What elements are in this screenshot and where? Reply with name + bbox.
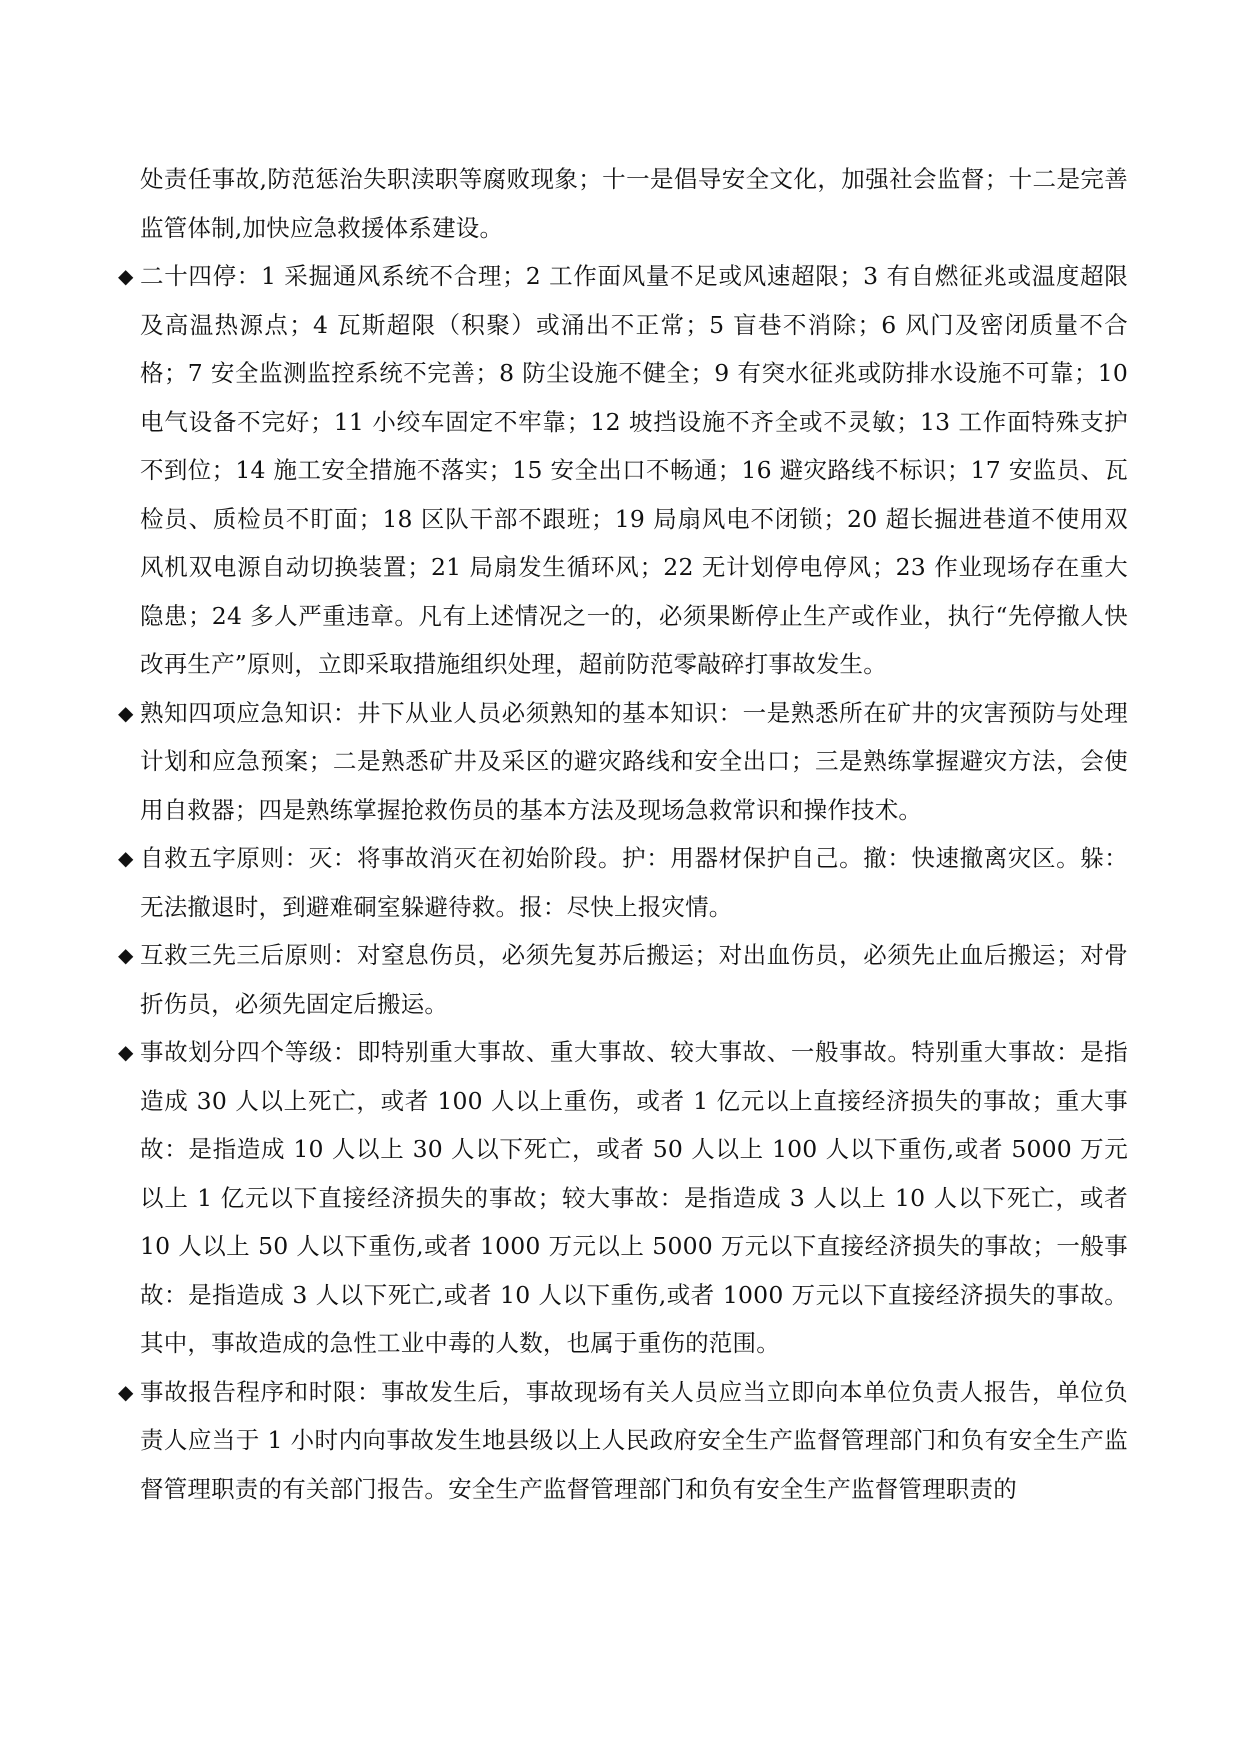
paragraph-text: 互救三先三后原则：对窒息伤员，必须先复苏后搬运；对出血伤员，必须先止血后搬运；对骨折伤员，必须先固定后搬运。 [140,941,1128,1018]
diamond-bullet-icon: ◆ [118,264,134,288]
paragraph-self-rescue [118,834,1128,931]
paragraph-twenty-four-stops [118,252,1128,689]
paragraph-mutual-rescue [118,931,1128,1028]
diamond-bullet-icon: ◆ [118,1040,134,1064]
paragraph-accident-reporting [118,1368,1128,1514]
diamond-bullet-icon: ◆ [118,846,134,870]
paragraph-text: 二十四停：1 采掘通风系统不合理；2 工作面风量不足或风速超限；3 有自燃征兆或温度超限及高温热源点；4 瓦斯超限（积聚）或涌出不正常；5 盲巷不消除；6 风门及密闭质量不合格；7 安全监测监控系统不完善；8 防尘设施不健全；9 有突水征兆或防排水设施不可靠；10 电气设备不完好；11 小绞车固定不牢靠；12 坡挡设施不齐全或不灵敏；13 工作面特殊支护不到位；14 施工安全措施不落实；15 安全出口不畅通；16 避灾路线不标识；17 安监员、瓦检员、质检员不盯面；18 区队干部不跟班；19 局扇风电不闭锁；20 超长掘进巷道不使用双风机双电源自动切换装置；21 局扇发生循环风；22 无计划停电停风；23 作业现场存在重大隐患；24 多人严重违章。凡有上述情况之一的，必须果断停止生产或作业，执行“先停撤人快改再生产”原则，立即采取措施组织处理，超前防范零敲碎打事故发生。 [140,262,1128,678]
paragraph-text: 处责任事故,防范惩治失职渎职等腐败现象；十一是倡导安全文化，加强社会监督；十二是完善监管体制,加快应急救援体系建设。 [140,165,1128,242]
paragraph-accident-levels [118,1028,1128,1368]
paragraph-continuation [118,155,1128,252]
document-body [118,155,1128,1513]
paragraph-text: 熟知四项应急知识：井下从业人员必须熟知的基本知识：一是熟悉所在矿井的灾害预防与处理计划和应急预案；二是熟悉矿井及采区的避灾路线和安全出口；三是熟练掌握避灾方法，会使用自救器；四是熟练掌握抢救伤员的基本方法及现场急救常识和操作技术。 [140,698,1128,824]
paragraph-text: 事故划分四个等级：即特别重大事故、重大事故、较大事故、一般事故。特别重大事故：是指造成 30 人以上死亡，或者 100 人以上重伤，或者 1 亿元以上直接经济损失的事故；重大事故：是指造成 10 人以上 30 人以下死亡，或者 50 人以上 100 人以下重伤,或者 5000 万元以上 1 亿元以下直接经济损失的事故；较大事故：是指造成 3 人以上 10 人以下死亡，或者 10 人以上 50 人以下重伤,或者 1000 万元以上 5000 万元以下直接经济损失的事故；一般事故：是指造成 3 人以下死亡,或者 10 人以下重伤,或者 1000 万元以下直接经济损失的事故。其中，事故造成的急性工业中毒的人数，也属于重伤的范围。 [140,1038,1128,1357]
diamond-bullet-icon: ◆ [118,1379,134,1404]
paragraph-text: 事故报告程序和时限：事故发生后，事故现场有关人员应当立即向本单位负责人报告，单位负责人应当于 1 小时内向事故发生地县级以上人民政府安全生产监督管理部门和负有安全生产监督管理职责的有关部门报告。安全生产监督管理部门和负有安全生产监督管理职责的 [140,1377,1128,1503]
diamond-bullet-icon: ◆ [118,700,134,725]
diamond-bullet-icon: ◆ [118,943,134,967]
paragraph-emergency-knowledge [118,689,1128,835]
paragraph-text: 自救五字原则：灭：将事故消灭在初始阶段。护：用器材保护自己。撤：快速撤离灾区。躲：无法撤退时，到避难硐室躲避待救。报：尽快上报灾情。 [140,844,1128,921]
